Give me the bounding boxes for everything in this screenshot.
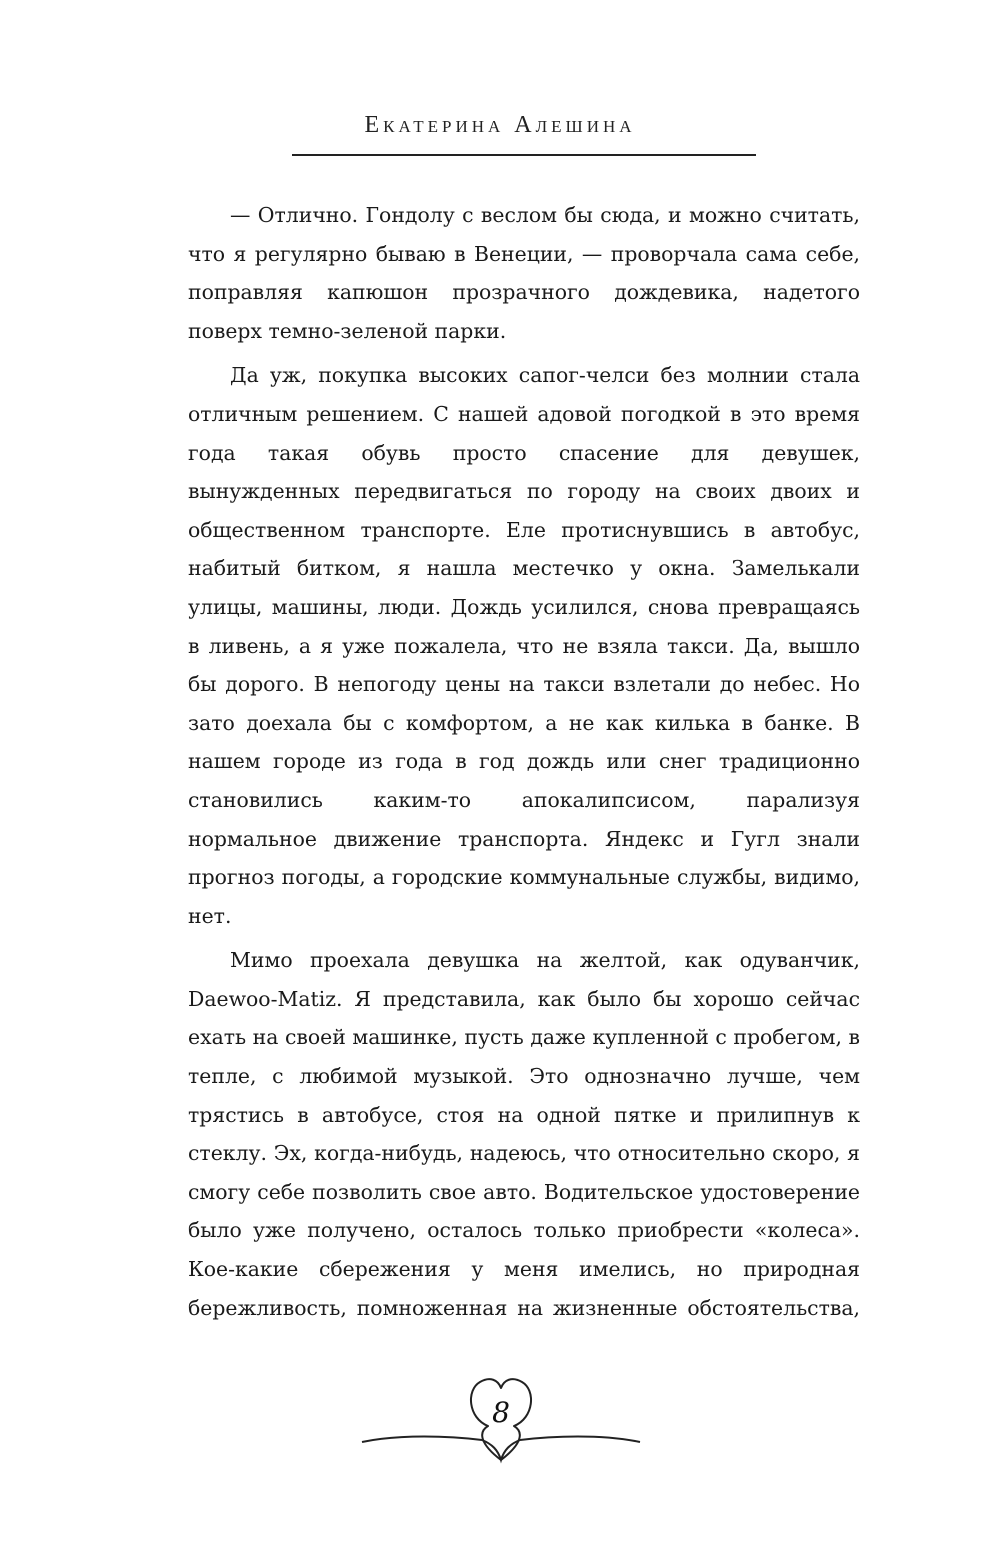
page-number: 8 (492, 1396, 510, 1429)
running-title: Екатерина Алешина (364, 112, 636, 138)
paragraph-3: Мимо проехала девушка на желтой, как одуванчик, Daewoo-Matiz. Я представила, как было бы хорошо сейчас ехать на своей машинке, пусть даже купленной с пробегом, в тепле, с любимой музыкой. Это однозначно лучше, чем трястись в автобусе, стоя на одной пятке и прилипнув к стеклу. Эх, когда-нибудь, надеюсь, что относительно скоро, я смогу себе позволить свое авто. Водительское удостоверение было уже получено, осталось только приобрести «колеса». Кое-какие сбережения у меня имелись, но природная бережливость, помноженная на жизненные обстоятельства, (188, 948, 860, 1320)
page-folio (360, 1370, 642, 1466)
page-body (188, 196, 860, 1333)
paragraph-2: Да уж, покупка высоких сапог-челси без молнии стала отличным решением. С нашей адовой погодкой в это время года такая обувь просто спасение для девушек, вынужденных передвигаться по городу на своих двоих и общественном транспорте. Еле протиснувшись в автобус, набитый битком, я нашла местечко у окна. Замелькали улицы, машины, люди. Дождь усилился, снова превращаясь в ливень, а я уже пожалела, что не взяла такси. Да, вышло бы дорого. В непогоду цены на такси взлетали до небес. Но зато доехала бы с комфортом, а не как килька в банке. В нашем городе из года в год дождь или снег традиционно становились каким-то апокалипсисом, парализуя нормальное движение транспорта. Яндекс и Гугл знали прогноз погоды, а городские коммунальные службы, видимо, нет. (188, 363, 860, 928)
header-rule (292, 154, 756, 156)
paragraph-1: — Отлично. Гондолу с веслом бы сюда, и можно считать, что я регулярно бываю в Венеции, — проворчала сама себе, поправляя капюшон прозрачного дождевика, надетого поверх темно-зеленой парки. (188, 203, 860, 343)
